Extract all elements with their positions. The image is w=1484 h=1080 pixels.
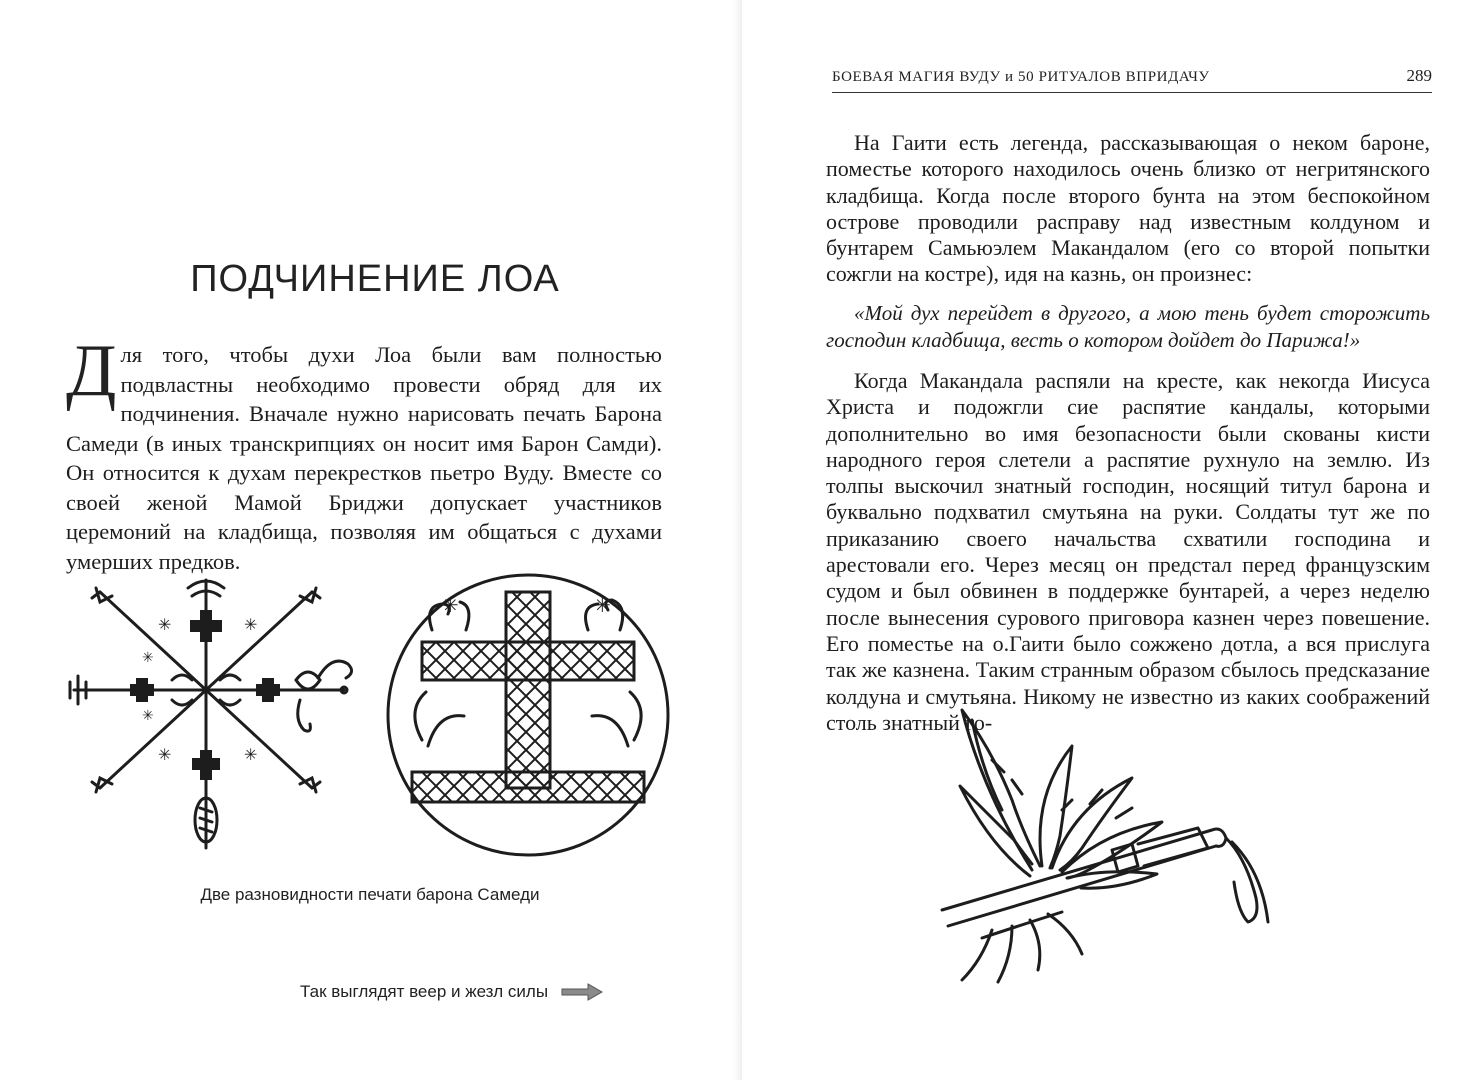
chapter-title: ПОДЧИНЕНИЕ ЛОА bbox=[190, 258, 560, 300]
svg-text:✳: ✳ bbox=[244, 615, 258, 634]
quote-makandal: «Мой дух перейдет в другого, а мою тень будет сторожить господин кладбища, весть о котором дойдет до Парижа!» bbox=[826, 301, 1430, 352]
samedi-veve-star-image bbox=[60, 570, 360, 860]
running-header bbox=[832, 66, 1432, 86]
seals-figure bbox=[60, 570, 680, 870]
svg-text:✳: ✳ bbox=[158, 745, 172, 764]
fan-and-staff-image bbox=[912, 700, 1332, 1000]
drop-cap: Д bbox=[66, 330, 117, 412]
caption-fan-text: Так выглядят веер и жезл силы bbox=[300, 982, 549, 1001]
intro-text: ля того, чтобы духи Лоа были вам полностью подвластны необходимо провести обряд для их подчинения. Вначале нужно нарисовать печать Барона Самеди (в иных транскрипциях он носит имя Барон Самди). Он относится к духам перекрестков пьетро Вуду. Вместе со своей женой Мамой Бриджи допускает участников церемоний на кладбища, позволяя им общаться с духами умерших предков. bbox=[66, 342, 662, 574]
svg-text:✳: ✳ bbox=[142, 708, 154, 724]
arrow-right-icon bbox=[560, 983, 604, 1001]
caption-fan bbox=[300, 982, 604, 1002]
svg-text:✳: ✳ bbox=[442, 593, 459, 617]
svg-text:✳: ✳ bbox=[142, 650, 154, 666]
caption-seals: Две разновидности печати барона Самеди bbox=[200, 885, 540, 904]
paragraph-legend: На Гаити есть легенда, рассказывающая о неком бароне, поместье которого находилось очень близко от негритянского кладбища. Когда после второго бунта на этом беспокойном острове проводили расправу над известным колдуном и бунтарем Самьюэлем Макандалом (его со второй попытки сожгли на костре), идя на казнь, он произнес: bbox=[826, 130, 1430, 287]
page-number: 289 bbox=[1406, 66, 1432, 85]
running-header-title: БОЕВАЯ МАГИЯ ВУДУ и 50 РИТУАЛОВ ВПРИДАЧУ bbox=[832, 69, 1210, 85]
right-page bbox=[742, 0, 1484, 1080]
samedi-veve-cross-image bbox=[382, 570, 682, 860]
svg-text:✳: ✳ bbox=[158, 615, 172, 634]
paragraph-execution: Когда Макандала распяли на кресте, как некогда Иисуса Христа и подожгли сие распятие кандалы, которыми дополнительно во имя безопасности были скованы кисти народного героя слетели а распятие рухнуло на землю. Из толпы выскочил знатный господин, носящий титул барона и буквально подхватил смутьяна на руки. Солдаты тут же по приказанию своего начальства схватили господина и арестовали его. Через месяц он предстал перед французским судом и был обвинен в поддержке бунтарей, а через неделю после вынесения сурового приговора казнен через повешение. Его поместье на о.Гаити было сожжено дотла, а вся прислуга так же казнена. Таким странным образом сбылось предсказание колдуна и смутьяна. Никому не известно из каких соображений столь знатный го- bbox=[826, 368, 1430, 735]
intro-paragraph bbox=[66, 330, 662, 576]
svg-text:✳: ✳ bbox=[244, 745, 258, 764]
svg-text:✳: ✳ bbox=[594, 593, 611, 617]
header-rule bbox=[832, 92, 1432, 93]
